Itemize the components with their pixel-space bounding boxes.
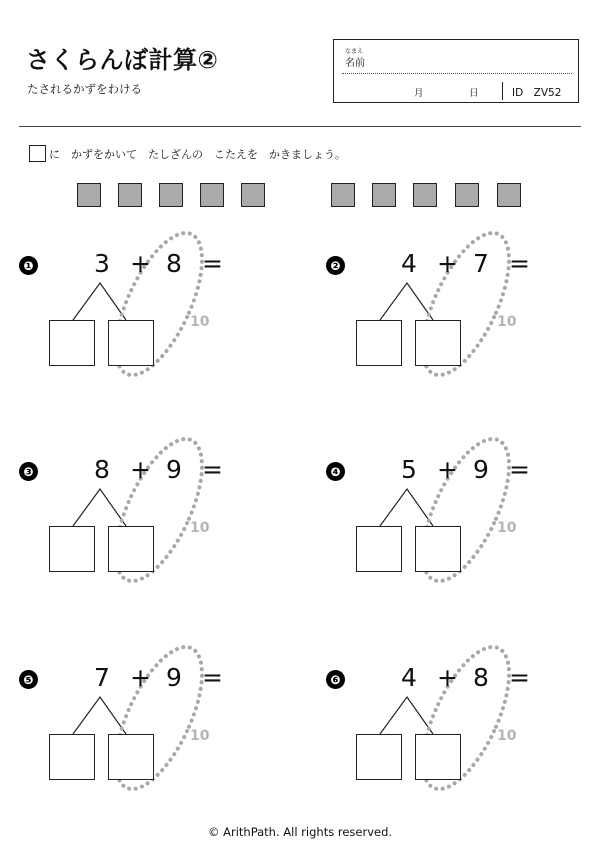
problem-number: ❸ xyxy=(19,462,38,481)
split-box-left[interactable] xyxy=(49,526,95,572)
split-box-right[interactable] xyxy=(108,320,154,366)
plus-sign: + xyxy=(130,249,151,278)
addend-a: 3 xyxy=(94,249,110,278)
ten-hint: 10 xyxy=(190,520,210,536)
name-box-divider xyxy=(502,82,503,100)
gray-tile xyxy=(118,183,142,207)
worksheet-title: さくらんぼ計算② xyxy=(26,46,219,74)
addend-b: 7 xyxy=(473,249,489,278)
split-box-right[interactable] xyxy=(415,734,461,780)
gray-tile xyxy=(159,183,183,207)
addend-b: 9 xyxy=(166,663,182,692)
instruction-box-icon xyxy=(29,145,46,162)
name-label: 名前 xyxy=(345,58,365,69)
addend-b: 9 xyxy=(166,455,182,484)
equals-sign: = xyxy=(509,249,530,278)
plus-sign: + xyxy=(130,663,151,692)
day-label: 日 xyxy=(469,88,479,99)
ten-hint: 10 xyxy=(190,728,210,744)
copyright-footer: © ArithPath. All rights reserved. xyxy=(207,825,393,839)
split-box-left[interactable] xyxy=(356,526,402,572)
gray-tile xyxy=(331,183,355,207)
gray-tile xyxy=(413,183,437,207)
split-box-left[interactable] xyxy=(49,734,95,780)
gray-tile xyxy=(455,183,479,207)
ten-hint: 10 xyxy=(190,314,210,330)
split-box-left[interactable] xyxy=(49,320,95,366)
header-divider xyxy=(19,126,581,127)
name-line xyxy=(342,73,572,74)
addend-a: 7 xyxy=(94,663,110,692)
problem-number: ❶ xyxy=(19,256,38,275)
ten-hint: 10 xyxy=(497,728,517,744)
gray-tile xyxy=(372,183,396,207)
split-box-right[interactable] xyxy=(415,526,461,572)
plus-sign: + xyxy=(437,455,458,484)
problem-4 xyxy=(307,430,600,590)
gray-tile xyxy=(77,183,101,207)
plus-sign: + xyxy=(437,663,458,692)
problem-6 xyxy=(307,638,600,798)
equals-sign: = xyxy=(202,249,223,278)
split-box-right[interactable] xyxy=(415,320,461,366)
addend-b: 8 xyxy=(166,249,182,278)
problem-5 xyxy=(0,638,300,798)
equals-sign: = xyxy=(509,663,530,692)
problem-2 xyxy=(307,224,600,384)
problem-number: ❹ xyxy=(326,462,345,481)
ten-hint: 10 xyxy=(497,520,517,536)
split-box-right[interactable] xyxy=(108,526,154,572)
addend-b: 9 xyxy=(473,455,489,484)
addend-a: 5 xyxy=(401,455,417,484)
instruction-text: に かずをかいて たしざんの こたえを かきましょう。 xyxy=(49,148,346,161)
split-box-right[interactable] xyxy=(108,734,154,780)
addend-a: 8 xyxy=(94,455,110,484)
equals-sign: = xyxy=(202,663,223,692)
problem-1 xyxy=(0,224,300,384)
gray-tile xyxy=(497,183,521,207)
name-ruby: なまえ xyxy=(345,48,364,55)
equals-sign: = xyxy=(509,455,530,484)
equals-sign: = xyxy=(202,455,223,484)
plus-sign: + xyxy=(437,249,458,278)
problem-3 xyxy=(0,430,300,590)
month-label: 月 xyxy=(414,88,424,99)
problem-number: ❻ xyxy=(326,670,345,689)
worksheet-id: ID ZV52 xyxy=(512,87,562,99)
name-box xyxy=(333,39,579,103)
problem-number: ❷ xyxy=(326,256,345,275)
ten-hint: 10 xyxy=(497,314,517,330)
addend-a: 4 xyxy=(401,663,417,692)
problem-number: ❺ xyxy=(19,670,38,689)
addend-a: 4 xyxy=(401,249,417,278)
split-box-left[interactable] xyxy=(356,734,402,780)
worksheet-subtitle: たされるかずをわける xyxy=(27,82,142,96)
plus-sign: + xyxy=(130,455,151,484)
gray-tile xyxy=(241,183,265,207)
gray-tile xyxy=(200,183,224,207)
split-box-left[interactable] xyxy=(356,320,402,366)
addend-b: 8 xyxy=(473,663,489,692)
